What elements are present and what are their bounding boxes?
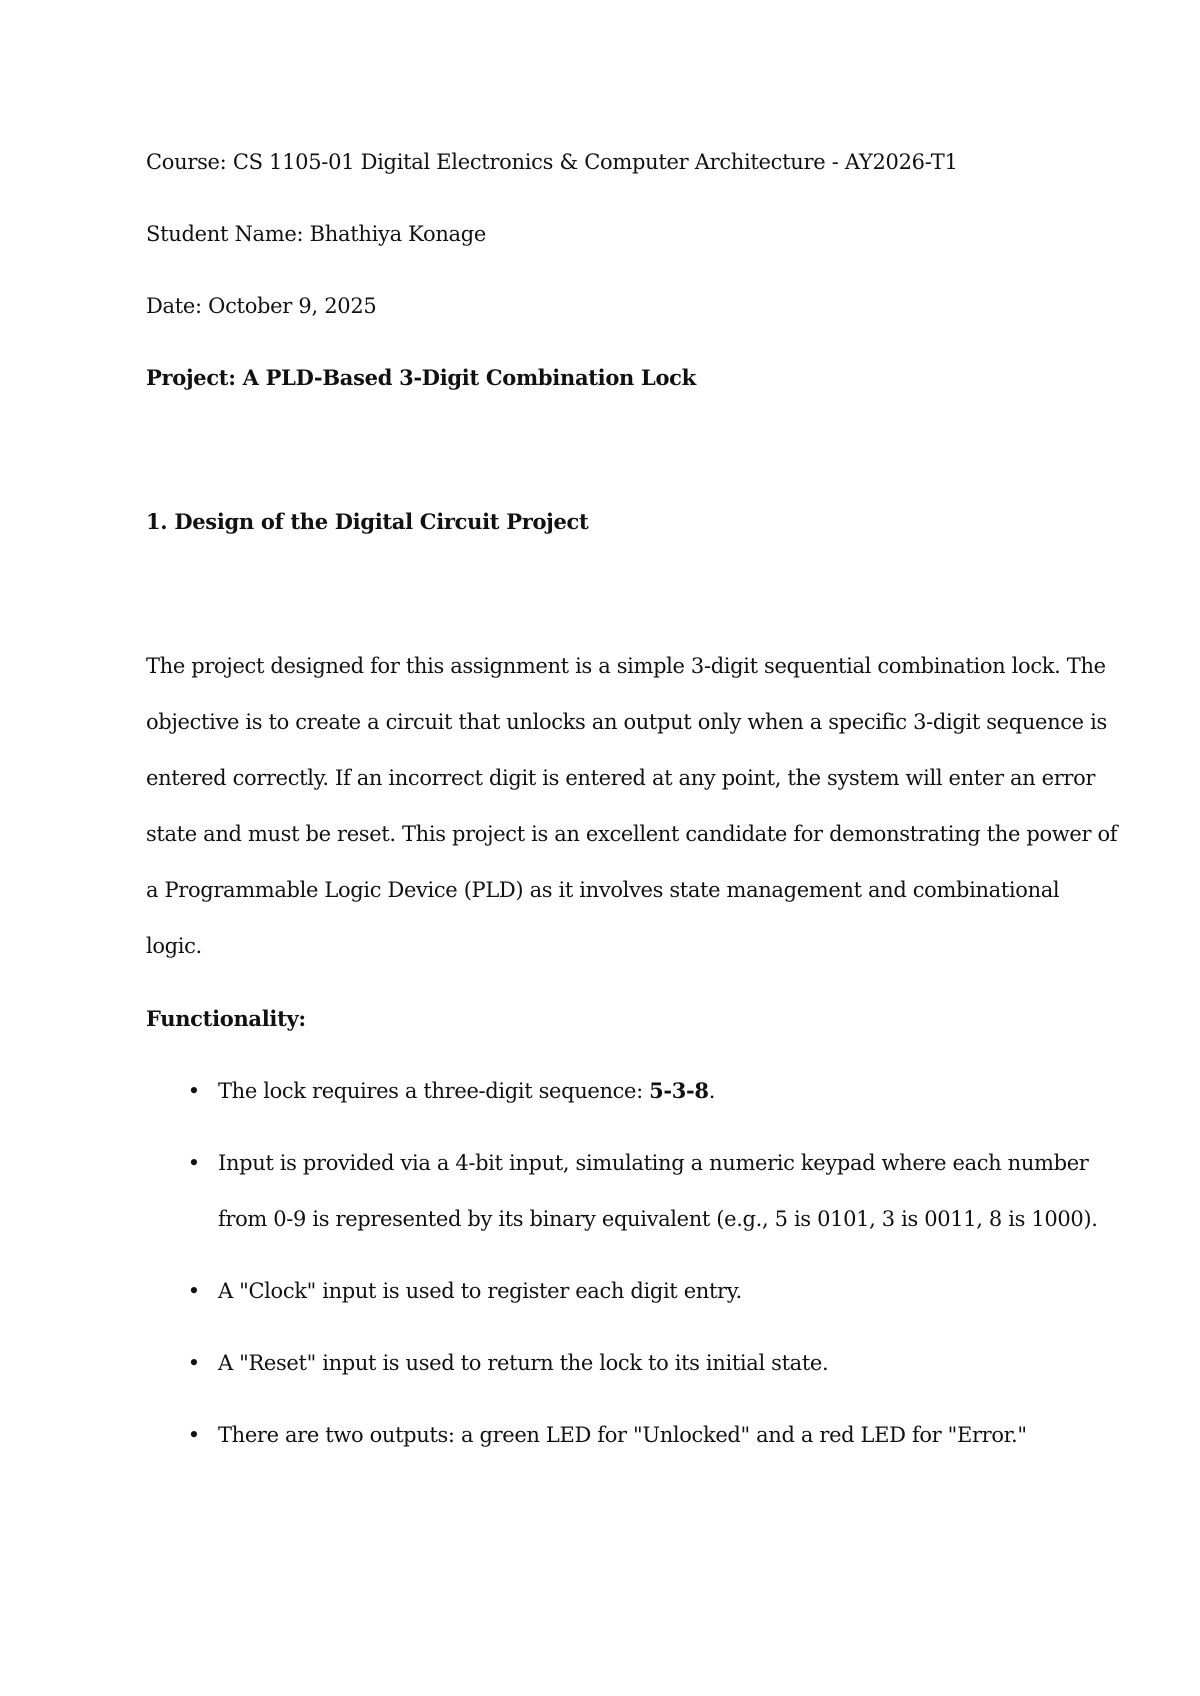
course-line: Course: CS 1105-01 Digital Electronics & Computer Architecture - AY2026-T1 (146, 150, 958, 174)
bullet-text-continuation: from 0-9 is represented by its binary equivalent (e.g., 5 is 0101, 3 is 0011, 8 is 1000). (218, 1207, 1098, 1231)
project-title: Project: A PLD-Based 3-Digit Combination Lock (146, 365, 696, 390)
bullet-icon: • (187, 1351, 201, 1375)
bullet-icon: • (187, 1079, 201, 1103)
functionality-heading: Functionality: (146, 1006, 306, 1031)
paragraph-line: The project designed for this assignment is a simple 3-digit sequential combination lock. The (146, 654, 1106, 678)
paragraph-line: objective is to create a circuit that unlocks an output only when a specific 3-digit sequence is (146, 710, 1107, 734)
bullet-text-suffix: . (708, 1079, 716, 1103)
paragraph-line: entered correctly. If an incorrect digit is entered at any point, the system will enter an error (146, 766, 1096, 790)
bullet-text: A "Reset" input is used to return the lock to its initial state. (218, 1351, 829, 1375)
bullet-text (218, 1078, 715, 1104)
bullet-icon: • (187, 1423, 201, 1447)
date-line: Date: October 9, 2025 (146, 294, 377, 318)
bullet-icon: • (187, 1279, 201, 1303)
bullet-text: Input is provided via a 4-bit input, simulating a numeric keypad where each number (218, 1151, 1089, 1175)
section-heading: 1. Design of the Digital Circuit Project (146, 509, 589, 534)
paragraph-line: logic. (146, 934, 202, 958)
bullet-icon: • (187, 1151, 201, 1175)
paragraph-line: a Programmable Logic Device (PLD) as it involves state management and combinational (146, 878, 1060, 902)
paragraph-line: state and must be reset. This project is an excellent candidate for demonstrating the power of (146, 822, 1118, 846)
bullet-text: A "Clock" input is used to register each digit entry. (218, 1279, 742, 1303)
bullet-text: There are two outputs: a green LED for "Unlocked" and a red LED for "Error." (218, 1423, 1027, 1447)
bullet-text-prefix: The lock requires a three-digit sequence: (218, 1079, 650, 1103)
combination-sequence: 5-3-8 (649, 1078, 709, 1103)
student-name-line: Student Name: Bhathiya Konage (146, 222, 487, 246)
